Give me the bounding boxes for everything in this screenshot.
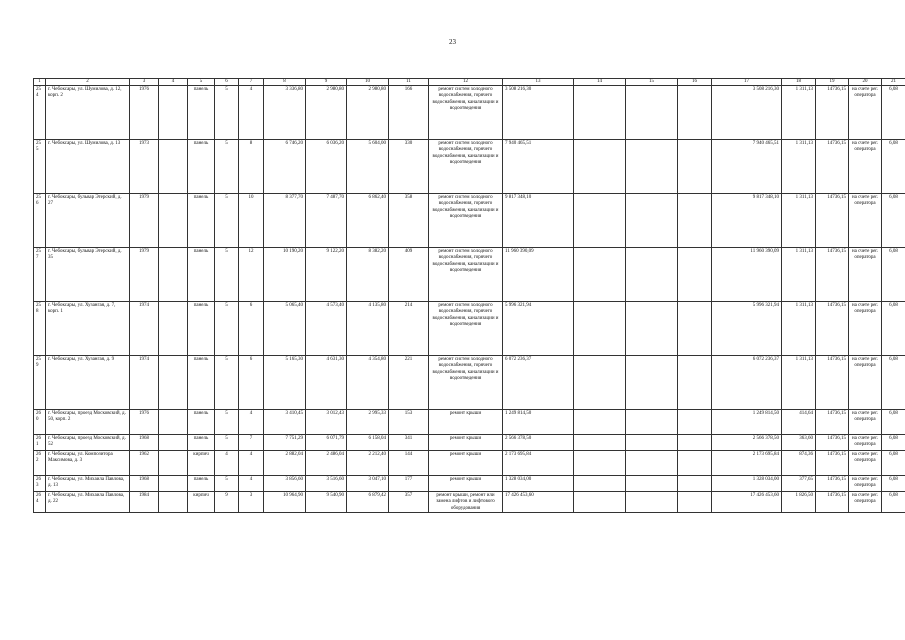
table-cell: на счете рег. оператора (849, 356, 882, 410)
table-cell (626, 451, 678, 476)
table-cell: 6,08 (882, 356, 905, 410)
table-cell: 256 (34, 194, 46, 248)
table-cell (626, 492, 678, 513)
table-cell: 1976 (130, 86, 159, 140)
table-cell: 5 604,00 (347, 140, 389, 194)
table-cell: 2 486,04 (306, 451, 347, 476)
table-cell: 330 (389, 140, 429, 194)
table-cell: панель (188, 86, 215, 140)
table-row (34, 194, 905, 248)
table-cell (159, 410, 188, 435)
table-cell (626, 435, 678, 451)
table-cell: 377,65 (782, 476, 816, 492)
table-cell: 263 (34, 476, 46, 492)
column-number: 4 (159, 79, 188, 86)
table-cell: 6,08 (882, 435, 905, 451)
table-cell: ремонт крыши, ремонт или замена лифтов и лифтового оборудования (429, 492, 503, 513)
column-number: 21 (882, 79, 905, 86)
table-cell (678, 194, 712, 248)
table-cell: 6,08 (882, 140, 905, 194)
table-cell: 221 (389, 356, 429, 410)
table-cell: кирпич (188, 451, 215, 476)
table-cell: 9 (215, 492, 239, 513)
table-cell: 260 (34, 410, 46, 435)
table-cell: 1973 (130, 140, 159, 194)
table-cell: 6 (239, 356, 264, 410)
table-cell: 1974 (130, 302, 159, 356)
table-cell (574, 492, 626, 513)
table-cell: на счете рег. оператора (849, 302, 882, 356)
table-cell (678, 476, 712, 492)
table-cell: 9 540,90 (306, 492, 347, 513)
column-number: 19 (816, 79, 849, 86)
table-cell (626, 140, 678, 194)
table-cell: 255 (34, 140, 46, 194)
table-cell: 7 940 465,51 (712, 140, 782, 194)
table-cell: 1 311,13 (782, 302, 816, 356)
table-cell: 14736,15 (816, 356, 849, 410)
table-cell: 3 516,60 (306, 476, 347, 492)
table-cell: 363,60 (782, 435, 816, 451)
table-cell (626, 410, 678, 435)
table-cell: 1962 (130, 451, 159, 476)
table-cell: 1968 (130, 435, 159, 451)
table-cell: на счете рег. оператора (849, 194, 882, 248)
table-cell: 6,08 (882, 410, 905, 435)
table-cell: ремонт систем холодного водоснабжения, горячего водоснабжения, канализации и водоотведения (429, 248, 503, 302)
table-cell (678, 140, 712, 194)
table-cell: 4 (215, 451, 239, 476)
table-cell: 6,08 (882, 248, 905, 302)
table-cell: г. Чебоксары, проезд Московский, д. 52 (46, 435, 130, 451)
table-cell (626, 248, 678, 302)
table-cell (159, 492, 188, 513)
table-cell: 9 122,20 (306, 248, 347, 302)
table-cell: 4 631,30 (306, 356, 347, 410)
table-cell (626, 86, 678, 140)
table-cell: 341 (389, 435, 429, 451)
table-cell: 6,08 (882, 476, 905, 492)
table-cell: 6 746,20 (264, 140, 306, 194)
table-cell: 12 (239, 248, 264, 302)
table-cell: 144 (389, 451, 429, 476)
table-cell: 5 (215, 476, 239, 492)
table-cell: ремонт систем холодного водоснабжения, горячего водоснабжения, канализации и водоотведения (429, 140, 503, 194)
table-cell: 874,36 (782, 451, 816, 476)
column-number: 9 (306, 79, 347, 86)
table-cell: 2 566 378,50 (503, 435, 574, 451)
column-number: 7 (239, 79, 264, 86)
table-cell: 1 311,13 (782, 194, 816, 248)
table-cell: 1976 (130, 410, 159, 435)
table-cell: 7 487,70 (306, 194, 347, 248)
table-cell: 5 996 321,94 (503, 302, 574, 356)
table-cell (574, 86, 626, 140)
table-cell: 1 328 034,00 (503, 476, 574, 492)
table-cell: ремонт крыши (429, 410, 503, 435)
table-cell: г. Чебоксары, бульвар Эгерский, д. 27 (46, 194, 130, 248)
table-cell: ремонт систем холодного водоснабжения, горячего водоснабжения, канализации и водоотведения (429, 194, 503, 248)
table-row (34, 302, 905, 356)
table-cell: 11 960 390,09 (712, 248, 782, 302)
table-cell: панель (188, 140, 215, 194)
table-cell: г. Чебоксары, ул. Михаила Павлова, д. 13 (46, 476, 130, 492)
table-cell: г. Чебоксары, ул. Хузангая, д. 9 (46, 356, 130, 410)
table-cell (574, 435, 626, 451)
table-cell: 6,08 (882, 492, 905, 513)
table-cell: 4 135,80 (347, 302, 389, 356)
table-cell: 5 065,40 (264, 302, 306, 356)
table-cell (678, 492, 712, 513)
table-cell: 6 879,42 (347, 492, 389, 513)
table-cell: 4 (239, 451, 264, 476)
table-cell: 4 573,40 (306, 302, 347, 356)
table-cell (574, 140, 626, 194)
table-cell: 1 328 034,00 (712, 476, 782, 492)
table-cell: 8 382,20 (347, 248, 389, 302)
table-cell: 4 (239, 86, 264, 140)
table-cell: 1984 (130, 492, 159, 513)
table-cell (626, 302, 678, 356)
column-number: 17 (712, 79, 782, 86)
table-row (34, 86, 905, 140)
table-row (34, 410, 905, 435)
table-cell: 1 249 814,50 (503, 410, 574, 435)
table-cell: 14736,15 (816, 248, 849, 302)
table-cell (678, 302, 712, 356)
table-cell: 214 (389, 302, 429, 356)
table-cell (626, 356, 678, 410)
column-number: 16 (678, 79, 712, 86)
table-cell: 2 995,33 (347, 410, 389, 435)
table-cell: 1 249 814,50 (712, 410, 782, 435)
table-cell: 7 (239, 435, 264, 451)
table-cell: 153 (389, 410, 429, 435)
table-cell: 409 (389, 248, 429, 302)
table-cell: 1 311,13 (782, 248, 816, 302)
table-cell (159, 476, 188, 492)
table-cell (574, 451, 626, 476)
table-cell: г. Чебоксары, ул. Композитора Максимова, д. 3 (46, 451, 130, 476)
table-cell: панель (188, 476, 215, 492)
table-cell: 9 817 348,10 (712, 194, 782, 248)
table-cell: 1 311,13 (782, 86, 816, 140)
table-row (34, 435, 905, 451)
table-cell (159, 248, 188, 302)
table-cell: 1 311,13 (782, 140, 816, 194)
table-cell: 3 (239, 492, 264, 513)
table-cell: на счете рег. оператора (849, 476, 882, 492)
table-cell: г. Чебоксары, ул. Михаила Павлова, д. 22 (46, 492, 130, 513)
table-row (34, 476, 905, 492)
table-cell: 1 826,50 (782, 492, 816, 513)
table-cell (678, 356, 712, 410)
table-cell: г. Чебоксары, проезд Московский, д. 50, корп. 2 (46, 410, 130, 435)
table-cell: 3 856,60 (264, 476, 306, 492)
table-cell (574, 302, 626, 356)
table-cell: 258 (34, 302, 46, 356)
table-cell: 1979 (130, 248, 159, 302)
table-cell: 8 (239, 140, 264, 194)
table-row (34, 492, 905, 513)
column-number: 5 (188, 79, 215, 86)
table-cell: 6 071,79 (306, 435, 347, 451)
column-number: 20 (849, 79, 882, 86)
table-cell: 6 072 236,37 (503, 356, 574, 410)
table-cell: 6 862,40 (347, 194, 389, 248)
column-number: 11 (389, 79, 429, 86)
column-number-row (34, 79, 905, 86)
table-cell (678, 451, 712, 476)
table-cell: 3 336,80 (264, 86, 306, 140)
table-cell: 1 311,13 (782, 356, 816, 410)
table-cell: 11 960 390,09 (503, 248, 574, 302)
table-cell: 1968 (130, 476, 159, 492)
table-cell: 4 354,80 (347, 356, 389, 410)
table-cell: 2 882,04 (264, 451, 306, 476)
table-cell: 6 (239, 302, 264, 356)
column-number: 12 (429, 79, 503, 86)
table-cell: на счете рег. оператора (849, 86, 882, 140)
table-cell: 6 036,20 (306, 140, 347, 194)
table-cell: 2 980,80 (347, 86, 389, 140)
table-cell (574, 248, 626, 302)
table-cell (574, 476, 626, 492)
table-cell: 5 (215, 194, 239, 248)
table-cell: 2 212,40 (347, 451, 389, 476)
table-cell (678, 410, 712, 435)
table-row (34, 248, 905, 302)
table-cell: 3 012,43 (306, 410, 347, 435)
table-cell: на счете рег. оператора (849, 435, 882, 451)
table-cell: 9 817 348,10 (503, 194, 574, 248)
table-cell: 4 (239, 476, 264, 492)
table-cell (159, 435, 188, 451)
table-cell: 1974 (130, 356, 159, 410)
table-cell (678, 435, 712, 451)
table-cell: панель (188, 194, 215, 248)
column-number: 14 (574, 79, 626, 86)
table-cell: 14736,15 (816, 86, 849, 140)
table-cell: 10 190,20 (264, 248, 306, 302)
table-cell: 5 (215, 410, 239, 435)
table-cell: 6 158,04 (347, 435, 389, 451)
table-cell (159, 194, 188, 248)
table-cell: панель (188, 302, 215, 356)
table-cell (574, 410, 626, 435)
table-cell: на счете рег. оператора (849, 140, 882, 194)
table-cell: 6,08 (882, 302, 905, 356)
table-cell: на счете рег. оператора (849, 410, 882, 435)
table-cell: 5 (215, 86, 239, 140)
table-cell: 262 (34, 451, 46, 476)
table-cell: 2 566 378,50 (712, 435, 782, 451)
table-cell: 5 996 321,94 (712, 302, 782, 356)
table-cell (574, 194, 626, 248)
table-cell: г. Чебоксары, ул. Шумилова, д. 13 (46, 140, 130, 194)
table-cell: 10 (239, 194, 264, 248)
column-number: 8 (264, 79, 306, 86)
table-cell: 2 980,80 (306, 86, 347, 140)
table-cell: на счете рег. оператора (849, 492, 882, 513)
table-cell (159, 356, 188, 410)
table-cell: 6,08 (882, 86, 905, 140)
table-cell: 3 508 216,30 (712, 86, 782, 140)
table-cell: 264 (34, 492, 46, 513)
table-cell: 5 (215, 356, 239, 410)
table-cell: ремонт систем холодного водоснабжения, горячего водоснабжения, канализации и водоотведения (429, 356, 503, 410)
column-number: 15 (626, 79, 678, 86)
table-cell: 14736,15 (816, 492, 849, 513)
table-cell: 259 (34, 356, 46, 410)
table-cell: панель (188, 356, 215, 410)
table-cell: 7 751,29 (264, 435, 306, 451)
table-cell: 14736,15 (816, 194, 849, 248)
table-cell: 357 (389, 492, 429, 513)
table-cell: 14736,15 (816, 435, 849, 451)
table-cell: 17 426 453,60 (712, 492, 782, 513)
table-cell (678, 248, 712, 302)
table-cell: 5 165,30 (264, 356, 306, 410)
table-cell: 6 072 236,37 (712, 356, 782, 410)
table-cell: 358 (389, 194, 429, 248)
table-cell: 6,08 (882, 451, 905, 476)
table-cell: 166 (389, 86, 429, 140)
table-cell: 8 377,70 (264, 194, 306, 248)
table-cell: 5 (215, 302, 239, 356)
table-cell: ремонт крыши (429, 476, 503, 492)
table-cell: 4 (239, 410, 264, 435)
table-cell: 14736,15 (816, 140, 849, 194)
register-table (33, 78, 905, 513)
table-cell: 17 426 453,60 (503, 492, 574, 513)
table-cell: 3 508 216,30 (503, 86, 574, 140)
table-cell: 414,64 (782, 410, 816, 435)
table-cell: 14736,15 (816, 302, 849, 356)
table-cell: 261 (34, 435, 46, 451)
table-cell: 177 (389, 476, 429, 492)
table-cell: ремонт систем холодного водоснабжения, горячего водоснабжения, канализации и водоотведения (429, 302, 503, 356)
table-cell (626, 194, 678, 248)
table-cell (574, 356, 626, 410)
table-cell: г. Чебоксары, ул. Шумилова, д. 12, корп. 2 (46, 86, 130, 140)
table-cell (159, 140, 188, 194)
table-cell (626, 476, 678, 492)
table-cell: ремонт систем холодного водоснабжения, горячего водоснабжения, канализации и водоотведения (429, 86, 503, 140)
table-cell: 3 410,45 (264, 410, 306, 435)
table-row (34, 451, 905, 476)
table-cell (678, 86, 712, 140)
table-cell: на счете рег. оператора (849, 451, 882, 476)
column-number: 13 (503, 79, 574, 86)
table-cell: панель (188, 410, 215, 435)
column-number: 1 (34, 79, 46, 86)
table-cell: 3 047,10 (347, 476, 389, 492)
table-cell: 5 (215, 435, 239, 451)
table-cell: на счете рег. оператора (849, 248, 882, 302)
page-number: 23 (449, 38, 456, 46)
table-cell (159, 302, 188, 356)
table-cell: 2 173 695,84 (712, 451, 782, 476)
table-cell (159, 86, 188, 140)
table-row (34, 140, 905, 194)
table-cell: 1979 (130, 194, 159, 248)
column-number: 6 (215, 79, 239, 86)
table-cell: 14736,15 (816, 476, 849, 492)
table-cell: ремонт крыши (429, 451, 503, 476)
table-cell: г. Чебоксары, бульвар Эгерский, д. 35 (46, 248, 130, 302)
table-row (34, 356, 905, 410)
table-cell: 5 (215, 248, 239, 302)
column-number: 2 (46, 79, 130, 86)
table-cell: г. Чебоксары, ул. Хузангая, д. 7, корп. 1 (46, 302, 130, 356)
table-cell: 2 173 695,84 (503, 451, 574, 476)
table-cell: 254 (34, 86, 46, 140)
column-number: 3 (130, 79, 159, 86)
table-cell: 6,08 (882, 194, 905, 248)
table-cell: панель (188, 248, 215, 302)
table-cell (159, 451, 188, 476)
column-number: 18 (782, 79, 816, 86)
table-cell: 7 940 465,51 (503, 140, 574, 194)
table-cell: 14736,15 (816, 451, 849, 476)
table-cell: панель (188, 435, 215, 451)
table-cell: 14736,15 (816, 410, 849, 435)
table-cell: 10 964,90 (264, 492, 306, 513)
table-cell: ремонт крыши (429, 435, 503, 451)
table-cell: 257 (34, 248, 46, 302)
table-cell: кирпич (188, 492, 215, 513)
table-cell: 5 (215, 140, 239, 194)
column-number: 10 (347, 79, 389, 86)
